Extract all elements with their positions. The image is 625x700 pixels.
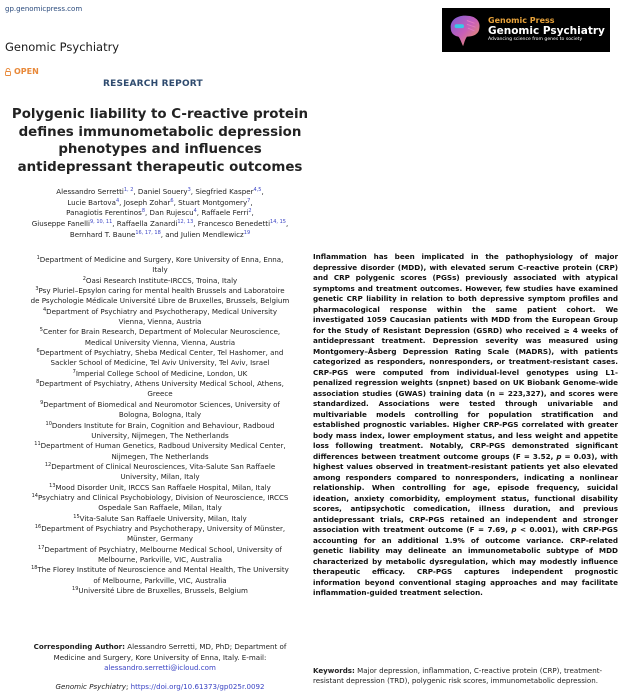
affiliation-item <box>0 276 320 286</box>
logo-publisher: Genomic Press <box>488 15 555 25</box>
affiliation-text: Psychiatry and Clinical Psychobiology, Division of Neuroscience, IRCCS <box>37 492 289 502</box>
author: Panagiotis Ferentinos$^8$, <box>66 208 150 218</box>
affiliation-text: de Psychologie Médicale Université Libre de Bruxelles, Brussels, Belgium <box>30 296 290 306</box>
affiliation-text: Department of Psychiatry, Athens University Medical School, Athens, <box>39 379 284 389</box>
affiliation-number: 17 <box>38 544 45 551</box>
affiliation-number: 2 <box>82 275 86 282</box>
author-affiliation-ref[interactable]: 19 <box>243 229 251 236</box>
corresponding-label: Corresponding Author: <box>33 642 126 651</box>
author-affiliation-ref[interactable]: 4 <box>115 197 120 204</box>
affiliation-item <box>0 379 320 400</box>
affiliation-list <box>0 255 320 596</box>
author-affiliation-ref[interactable]: 7 <box>247 197 251 204</box>
author-affiliation-ref[interactable]: 4 <box>193 208 197 215</box>
affiliation-item <box>0 462 320 483</box>
author: Stuart Montgomery$^7$, <box>178 197 253 207</box>
brain-icon <box>446 11 484 49</box>
author: Julien Mendlewicz$^{19}$ <box>180 229 251 239</box>
author-affiliation-ref[interactable]: 4,5 <box>253 187 262 193</box>
affiliation-number: 15 <box>73 513 80 520</box>
affiliation-text: Greece <box>147 389 173 399</box>
affiliation-text: Nijmegen, The Netherlands <box>111 451 209 461</box>
corresponding-email-link[interactable]: alessandro.serretti@icloud.com <box>104 663 216 673</box>
corresponding-text: Medicine and Surgery, Kore University of Enna, Italy. E-mail: <box>53 652 267 662</box>
affiliation-text: Department of Clinical Neurosciences, Vita-Salute San Raffaele <box>51 461 276 471</box>
affiliation-text: Department of Medicine and Surgery, Kore University of Enna, Enna, <box>39 255 284 264</box>
affiliation-text: Vienna, Vienna, Austria <box>118 317 202 327</box>
affiliation-number: 1 <box>36 255 40 261</box>
affiliation-item <box>0 565 320 586</box>
affiliation-text: of Melbourne, Parkville, VIC, Australia <box>93 575 227 585</box>
abstract: Inflammation has been implicated in the pathophysiology of major depressive disorder (MDD), with elevated serum C-reactive protein (CRP) and CRP polygenic scores (PGSs) previously associated with atypical symptoms and treatment outcomes. However, few studies have examined genetic CRP liability in relation to both depressive symptom profiles and pharmacological response within the same patient cohort. We investigated 1059 Caucasian patients with MDD from the European Group for the Study of Resistant Depression (GSRD) who received ≥ 4 weeks of antidepressant treatment. Depression severity was measured using Montgomery–Åsberg Depression Rating Scale (MADRS), with patients categorized as responders, nonresponders, or treatment-resistant cases. CRP-PGS were computed from individual-level genotypes using L1-penalized regression weights (snpnet) based on UK Biobank Genome-wide association studies (GWAS) training data (n = 223,327), and scores were standardized. Associations were tested through univariable and multivariable models controlling for population stratification and established prognostic variables. Higher CRP-PGS correlated with greater body mass index, lower employment status, and less weight and appetite loss following treatment. Notably, CRP-PGS demonstrated significant differences between treatment outcome groups (F = 3.52, p = 0.03), with highest values observed in treatment-resistant patients yet also elevated among responders compared to nonresponders, indicating a nonlinear relationship. When controlling for age, episode frequency, suicidal ideation, anxiety comorbidity, employment status, functional disability scores, antipsychotic comedication, illness duration, and previous antidepressant trials, CRP-PGS retained an independent and stronger association with treatment outcome (F = 7.69, p < 0.001), with CRP-PGS accounting for an additional 1.9% of outcome variance. CRP-related genetic liability may delineate an immunometabolic subtype of MDD characterized by metabolic dysregulation, which may modestly influence therapeutic efficacy. CRP-PGS captures independent prognostic information beyond conventional staging approaches and may facilitate inflammation-guided treatment selection. <box>313 252 619 597</box>
affiliation-text: Psy Pluriel–Epsylon caring for mental health Brussels and Laboratoire <box>38 286 285 296</box>
affiliation-item <box>0 524 320 545</box>
author-affiliation-ref[interactable]: 8 <box>141 208 145 215</box>
affiliation-item <box>0 545 320 566</box>
journal-name: Genomic Psychiatry <box>5 40 120 54</box>
author-affiliation-ref[interactable]: 6 <box>170 197 174 204</box>
affiliation-number: 10 <box>45 420 52 427</box>
author: Giuseppe Fanelli$^{9, 10, 11}$, <box>31 219 117 229</box>
affiliation-item <box>0 441 320 462</box>
affiliation-number: 16 <box>34 523 42 530</box>
affiliation-number: 7 <box>72 368 76 375</box>
author-affiliation-ref[interactable]: 1, 2 <box>123 187 134 193</box>
author: Bernhard T. Baune$^{16, 17, 18}$, and <box>69 229 181 239</box>
author: Francesco Benedetti$^{14, 15}$, <box>197 219 289 229</box>
affiliation-item <box>0 421 320 442</box>
affiliation-item <box>0 307 320 328</box>
site-url-link[interactable]: gp.genomicpress.com <box>5 5 83 13</box>
affiliation-text: Department of Psychiatry, Sheba Medical Center, Tel Hashomer, and <box>39 348 284 358</box>
author: Daniel Souery$^3$, <box>137 187 196 196</box>
affiliation-text: Münster, Germany <box>127 534 193 544</box>
affiliation-number: 18 <box>31 565 38 572</box>
keywords-label: Keywords: <box>313 666 355 675</box>
affiliation-text: Oasi Research Institute-IRCCS, Troina, Italy <box>85 275 238 285</box>
affiliation-item <box>0 493 320 514</box>
affiliation-number: 14 <box>31 492 38 499</box>
author: Siegfried Kasper$^{4,5}$, <box>195 187 264 196</box>
affiliation-item <box>0 369 320 379</box>
keywords <box>313 666 618 685</box>
affiliation-text: Melbourne, Parkville, VIC, Australia <box>97 554 223 564</box>
author: Joseph Zohar$^6$, <box>123 197 179 207</box>
affiliation-text: University, Nijmegen, The Netherlands <box>91 430 229 440</box>
affiliation-item <box>0 255 320 276</box>
author: Raffaella Zanardi$^{12, 13}$, <box>116 219 198 229</box>
corresponding-author <box>0 642 320 674</box>
open-access-label: OPEN <box>14 67 39 76</box>
title-line: phenotypes and influences <box>58 142 262 157</box>
affiliation-text: Department of Human Genetics, Radboud University Medical Center, <box>40 441 286 451</box>
open-access-badge <box>5 67 39 76</box>
affiliation-item <box>0 514 320 524</box>
article-type: RESEARCH REPORT <box>103 79 203 89</box>
affiliation-item <box>0 586 320 596</box>
affiliation-text: Donders Institute for Brain, Cognition and Behaviour, Radboud <box>51 420 275 430</box>
author-affiliation-ref[interactable]: 9, 10, 11 <box>89 219 113 226</box>
affiliation-text: Center for Brain Research, Department of Molecular Neuroscience, <box>42 327 281 337</box>
affiliation-number: 12 <box>44 461 52 468</box>
doi-link[interactable]: https://doi.org/10.61373/gp025r.0092 <box>130 682 265 691</box>
affiliation-item <box>0 327 320 348</box>
affiliation-text: Italy <box>152 265 168 275</box>
affiliation-text: Department of Psychiatry, Melbourne Medical School, University of <box>44 544 282 554</box>
citation <box>0 682 320 691</box>
author-affiliation-ref[interactable]: 12, 13 <box>177 219 194 226</box>
author-list <box>0 187 320 241</box>
p-value-symbol: p <box>511 525 517 534</box>
affiliation-text: Ospedale San Raffaele, Milan, Italy <box>98 503 222 513</box>
affiliation-text: University, Milan, Italy <box>120 472 200 482</box>
affiliation-text: Medical University Vienna, Vienna, Austria <box>84 337 236 347</box>
author-affiliation-ref[interactable]: 3 <box>187 187 191 193</box>
affiliation-number: 9 <box>40 399 44 406</box>
author: Dan Rujescu$^4$, <box>149 208 202 218</box>
corresponding-text: Alessandro Serretti, MD, PhD; Department of <box>125 642 287 651</box>
keywords-text: Major depression, inflammation, C-reactive protein (CRP), treatment-resistant depression (TRD), polygenic risk scores, immunometabolic depression. <box>313 666 603 685</box>
logo-journal: Genomic Psychiatry <box>488 24 605 37</box>
affiliation-number: 3 <box>35 286 39 293</box>
affiliation-text: Imperial College School of Medicine, London, UK <box>75 368 248 378</box>
affiliation-number: 13 <box>49 482 56 489</box>
affiliation-text: Université Libre de Bruxelles, Brussels, Belgium <box>78 586 248 595</box>
affiliation-number: 8 <box>36 379 40 386</box>
p-value-symbol: p <box>556 451 562 461</box>
author-affiliation-ref[interactable]: 14, 15 <box>270 219 286 226</box>
article-title <box>0 106 320 176</box>
open-lock-icon <box>5 68 11 76</box>
affiliation-text: Sackler School of Medicine, Tel Aviv University, Tel Aviv, Israel <box>50 358 270 368</box>
citation-separator: ; <box>125 682 131 691</box>
author: Lucie Bartova$^4$, <box>67 197 124 207</box>
citation-journal: Genomic Psychiatry <box>55 682 126 691</box>
affiliation-number: 6 <box>36 348 40 355</box>
title-line: Polygenic liability to C-reactive protein <box>11 107 309 122</box>
affiliation-text: Department of Psychiatry and Psychotherapy, University of Münster, <box>41 523 286 533</box>
affiliation-number: 11 <box>34 441 41 448</box>
logo-tagline: Advancing science from genes to society <box>488 37 583 43</box>
affiliation-item <box>0 400 320 421</box>
author: Alessandro Serretti$^{1, 2}$, <box>56 187 138 196</box>
affiliation-item <box>0 348 320 369</box>
affiliation-number: 5 <box>39 327 43 334</box>
journal-logo[interactable] <box>442 8 610 52</box>
author: Raffaele Ferri$^2$, <box>201 208 254 218</box>
affiliation-number: 4 <box>42 306 47 313</box>
affiliation-text: Department of Biomedical and Neuromotor Sciences, University of <box>43 399 280 409</box>
author-affiliation-ref[interactable]: 2 <box>248 208 252 215</box>
affiliation-number: 19 <box>72 586 79 592</box>
title-line: defines immunometabolic depression <box>18 124 302 140</box>
affiliation-text: Mood Disorder Unit, IRCCS San Raffaele Hospital, Milan, Italy <box>55 482 271 492</box>
author-affiliation-ref[interactable]: 16, 17, 18 <box>135 229 161 236</box>
affiliation-text: Department of Psychiatry and Psychotherapy, Medical University <box>46 306 278 316</box>
affiliation-text: The Florey Institute of Neuroscience and Mental Health, The University <box>37 565 289 575</box>
affiliation-text: Bologna, Bologna, Italy <box>118 410 202 420</box>
affiliation-text: Vita-Salute San Raffaele University, Milan, Italy <box>79 513 247 523</box>
affiliation-item <box>0 286 320 307</box>
affiliation-item <box>0 483 320 493</box>
title-line: antidepressant therapeutic outcomes <box>17 159 303 175</box>
